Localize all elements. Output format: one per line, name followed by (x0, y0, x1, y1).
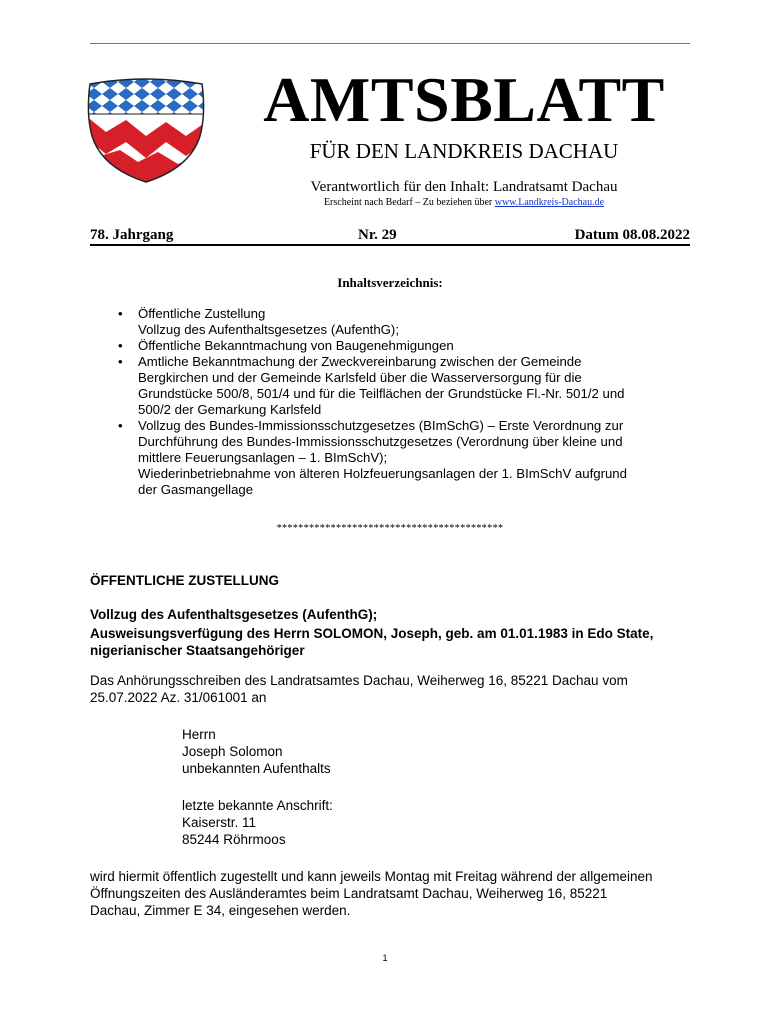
paragraph-line: 25.07.2022 Az. 31/061001 an (90, 690, 267, 705)
publishing-line (238, 198, 690, 208)
toc-item-line: 500/2 der Gemarkung Karlsfeld (138, 402, 322, 417)
top-rule (90, 43, 690, 44)
publishing-prefix: Erscheint nach Bedarf – Zu beziehen über (323, 197, 493, 208)
toc-item (118, 338, 678, 354)
toc-item-line: mittlere Feuerungsanlagen – 1. BImSchV); (138, 450, 388, 465)
address-line: Kaiserstr. 11 (182, 815, 257, 830)
toc-item-line: • Öffentliche Bekanntmachung von Baugenehmigungen (138, 338, 454, 353)
toc-item-line: der Gasmangellage (138, 482, 254, 497)
website-link[interactable]: www.Landkreis-Dachau.de (494, 197, 605, 208)
paragraph-line: Öffnungszeiten des Ausländeramtes beim Landratsamt Dachau, Weiherweg 16, 85221 (90, 886, 608, 901)
masthead-subtitle: FÜR DEN LANDKREIS DACHAU (309, 139, 619, 163)
address-line: letzte bekannte Anschrift: (182, 798, 333, 813)
toc-list (118, 306, 678, 498)
service-notice-paragraph (90, 868, 700, 919)
case-heading-line: Vollzug des Aufenthaltsgesetzes (AufenthG); (90, 607, 378, 622)
address-line: unbekannten Aufenthalts (182, 761, 331, 776)
toc-item-line: Bergkirchen und der Gemeinde Karlsfeld über die Wasserversorgung für die (138, 370, 582, 385)
masthead-title: AMTSBLATT (263, 64, 665, 135)
issue-number: Nr. 29 (358, 227, 397, 243)
paragraph-line: wird hiermit öffentlich zugestellt und kann jeweils Montag mit Freitag während der allgemeinen (90, 869, 653, 884)
issue-date: Datum 08.08.2022 (574, 227, 690, 243)
issue-year: 78. Jahrgang (90, 227, 174, 243)
address-line: Joseph Solomon (182, 744, 283, 759)
toc-item (118, 306, 678, 338)
recipient-address (182, 726, 331, 777)
last-known-address (182, 797, 333, 848)
coat-of-arms-icon (86, 76, 206, 186)
paragraph-line: Dachau, Zimmer E 34, eingesehen werden. (90, 903, 351, 918)
address-line: 85244 Röhrmoos (182, 832, 286, 847)
address-line: Herrn (182, 727, 216, 742)
toc-item-line: Grundstücke 500/8, 501/4 und für die Teilflächen der Grundstücke Fl.-Nr. 501/2 und (138, 386, 625, 401)
toc-item (118, 418, 678, 498)
page-number: 1 (382, 953, 388, 963)
responsible-line: Verantwortlich für den Inhalt: Landratsamt Dachau (310, 179, 618, 195)
case-heading (90, 606, 700, 659)
toc-item-line: Durchführung des Bundes-Immissionsschutzgesetzes (Verordnung über kleine und (138, 434, 623, 449)
separator-stars: ****************************************** (276, 523, 504, 534)
section-title: ÖFFENTLICHE ZUSTELLUNG (90, 573, 279, 588)
case-heading-line: Ausweisungsverfügung des Herrn SOLOMON, Joseph, geb. am 01.01.1983 in Edo State, (90, 626, 654, 641)
toc-heading: Inhaltsverzeichnis: (337, 275, 443, 290)
toc-item-line: • Amtliche Bekanntmachung der Zweckvereinbarung zwischen der Gemeinde (138, 354, 582, 369)
paragraph-line: Das Anhörungsschreiben des Landratsamtes Dachau, Weiherweg 16, 85221 Dachau vom (90, 673, 628, 688)
toc-item-line: • Vollzug des Bundes-Immissionsschutzgesetzes (BImSchG) – Erste Verordnung zur (138, 418, 624, 433)
toc-item (118, 354, 678, 418)
issue-bar (90, 226, 690, 246)
toc-item-line: Vollzug des Aufenthaltsgesetzes (AufenthG); (138, 322, 399, 337)
toc-item-line: • Öffentliche Zustellung (138, 306, 266, 321)
hearing-letter-paragraph (90, 672, 700, 706)
case-heading-line: nigerianischer Staatsangehöriger (90, 643, 305, 658)
toc-item-line: Wiederinbetriebnahme von älteren Holzfeuerungsanlagen der 1. BImSchV aufgrund (138, 466, 627, 481)
